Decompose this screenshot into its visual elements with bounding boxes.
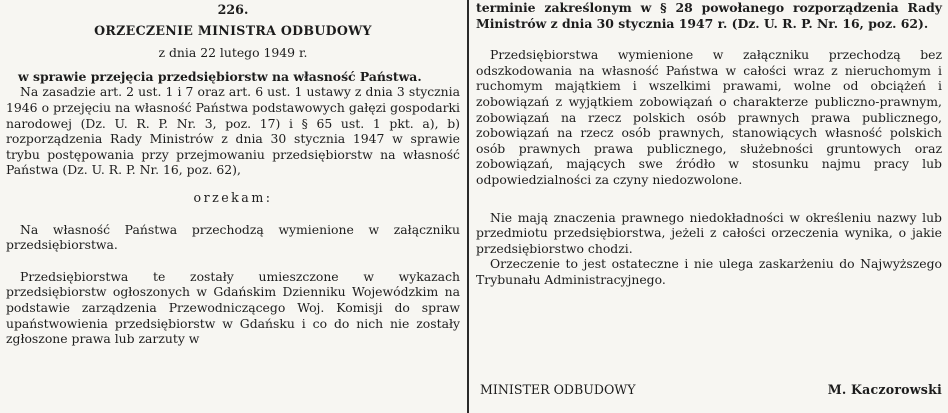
left-paragraph-1: Na własność Państwa przechodzą wymienione w załączniku przedsiębiorstwa. xyxy=(6,221,460,253)
document-subject: w sprawie przejęcia przedsiębiorstw na własność Państwa. xyxy=(18,68,422,84)
orzekam-heading: orzekam: xyxy=(193,189,273,205)
signature-title: MINISTER ODBUDOWY xyxy=(480,382,636,397)
right-paragraph-2: Nie mają znaczenia prawnego niedokładności w określeniu nazwy lub przedmiotu przedsiębiorstwa, jeżeli z całości orzeczenia wynika, o jakie przedsiębiorstwo chodzi. xyxy=(476,209,942,256)
continuation-paragraph: terminie zakreślonym w § 28 powołanego rozporządzenia Rady Ministrów z dnia 30 stycznia 1947 r. (Dz. U. R. P. Nr. 16, poz. 62). xyxy=(476,0,942,31)
left-column xyxy=(6,0,460,413)
document-date: z dnia 22 lutego 1949 r. xyxy=(158,45,308,61)
right-column xyxy=(476,0,942,413)
preamble-paragraph: Na zasadzie art. 2 ust. 1 i 7 oraz art. 6 ust. 1 ustawy z dnia 3 stycznia 1946 o przejęciu na własność Państwa podstawowych gałęzi gospodarki narodowej (Dz. U. R. P. Nr. 3, poz. 17) i § 65 ust. 1 pkt. a), b) rozporządzenia Rady Ministrów z dnia 30 stycznia 1947 w sprawie trybu postępowania przy przejmowaniu przedsiębiorstw na własność Państwa (Dz. U. R. P. Nr. 16, poz. 62), xyxy=(6,84,460,178)
act-number: 226. xyxy=(217,2,249,17)
signature-name: M. Kaczorowski xyxy=(827,382,942,397)
right-paragraph-1: Przedsiębiorstwa wymienione w załączniku przechodzą bez odszkodowania na własność Państwa w całości wraz z nieruchomym i ruchomym majątkiem i wszelkimi prawami, wolne od obciążeń i zobowiązań z wyjątkiem zobowiązań o charakterze publiczno-prawnym, zobowiązań na rzecz polskich osób prawnych prawa publicznego, zobowiązań na rzecz osób prawnych, stanowiących własność polskich osób prawnych prawa publicznego, służebności gruntowych oraz zobowiązań, mających swe źródło w stosunku najmu pracy lub odpowiedzialności za czyny niedozwolone. xyxy=(476,47,942,187)
document-title: ORZECZENIE MINISTRA ODBUDOWY xyxy=(94,22,372,38)
right-paragraph-3: Orzeczenie to jest ostateczne i nie ulega zaskarżeniu do Najwyższego Trybunału Administracyjnego. xyxy=(476,256,942,287)
left-paragraph-2: Przedsiębiorstwa te zostały umieszczone w wykazach przedsiębiorstw ogłoszonych w Gdańskim Dzienniku Wojewódzkim na podstawie zarządzenia Przewodniczącego Woj. Komisji do spraw upaństwowienia przedsiębiorstw w Gdańsku i co do nich nie zostały zgłoszone prawa lub zarzuty w xyxy=(6,268,460,347)
column-divider xyxy=(467,0,469,413)
signature-block xyxy=(476,382,942,398)
